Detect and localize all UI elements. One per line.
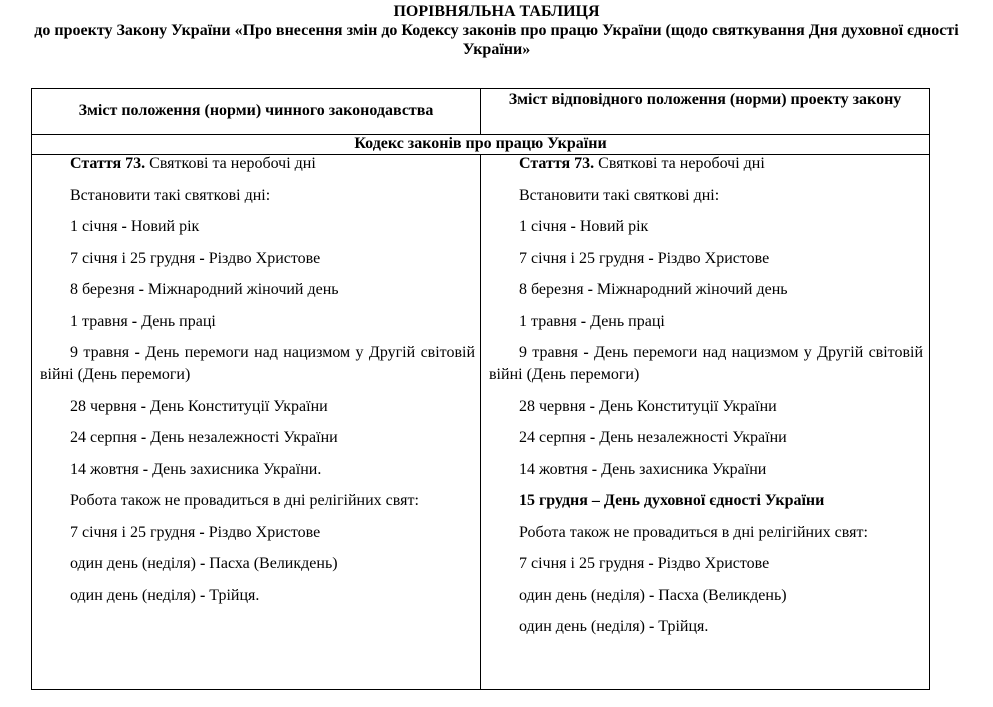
article-title: Святкові та неробочі дні bbox=[145, 155, 316, 172]
proposed-law-column bbox=[481, 155, 929, 689]
holiday-item: 24 серпня - День незалежності України bbox=[70, 429, 338, 446]
religious-holiday-item: один день (неділя) - Трійця. bbox=[519, 618, 709, 635]
holiday-item: 7 січня і 25 грудня - Різдво Христове bbox=[519, 249, 770, 267]
document-header bbox=[0, 2, 993, 59]
holiday-item: 9 травня - День перемоги над нацизмом у Другій світовій війні (День перемоги) bbox=[40, 344, 476, 383]
religious-holiday-item: один день (неділя) - Пасха (Великдень) bbox=[519, 586, 787, 604]
section-title: Кодекс законів про працю України bbox=[32, 134, 929, 155]
holiday-item: 28 червня - День Конституції України bbox=[519, 397, 777, 415]
current-law-column bbox=[32, 155, 481, 689]
holiday-item: 9 травня - День перемоги над нацизмом у Другій світовій війні (День перемоги) bbox=[489, 344, 924, 383]
article-heading bbox=[489, 153, 923, 175]
article-title: Святкові та неробочі дні bbox=[594, 155, 765, 172]
religious-holidays-intro: Робота також не провадиться в дні релігійних свят: bbox=[519, 523, 868, 541]
article-number: Стаття 73. bbox=[70, 155, 146, 172]
document-subtitle: до проекту Закону України «Про внесення змін до Кодексу законів про працю України (щодо святкування Дня духовної єдності України» bbox=[34, 22, 959, 58]
header-proposed-law: Зміст відповідного положення (норми) проекту закону bbox=[508, 91, 902, 108]
holiday-item: 14 жовтня - День захисника України bbox=[519, 460, 767, 478]
holiday-item: 1 січня - Новий рік bbox=[519, 218, 649, 235]
holidays-intro: Встановити такі святкові дні: bbox=[519, 186, 720, 204]
holiday-item: 8 березня - Міжнародний жіночий день bbox=[519, 281, 788, 298]
holiday-item: 7 січня і 25 грудня - Різдво Христове bbox=[70, 249, 321, 267]
religious-holiday-item: 7 січня і 25 грудня - Різдво Христове bbox=[70, 523, 321, 541]
article-number: Стаття 73. bbox=[519, 155, 595, 172]
table-header-row bbox=[32, 89, 929, 135]
religious-holiday-item: один день (неділя) - Трійця. bbox=[70, 586, 260, 604]
holiday-item: 8 березня - Міжнародний жіночий день bbox=[70, 281, 339, 298]
holiday-item: 24 серпня - День незалежності України bbox=[519, 429, 787, 446]
religious-holiday-item: 7 січня і 25 грудня - Різдво Христове bbox=[519, 555, 770, 572]
religious-holiday-item: один день (неділя) - Пасха (Великдень) bbox=[70, 555, 338, 572]
comparison-table bbox=[31, 88, 930, 690]
holiday-item: 14 жовтня - День захисника України. bbox=[70, 460, 322, 478]
holiday-item: 28 червня - День Конституції України bbox=[70, 397, 328, 415]
holidays-intro: Встановити такі святкові дні: bbox=[70, 186, 271, 204]
article-heading bbox=[40, 153, 475, 175]
holiday-item: 1 травня - День праці bbox=[70, 312, 216, 330]
holiday-item: 1 травня - День праці bbox=[519, 312, 665, 330]
header-current-law: Зміст положення (норми) чинного законодавства bbox=[32, 89, 481, 134]
religious-holidays-intro: Робота також не провадиться в дні релігійних свят: bbox=[70, 492, 419, 509]
document-title: ПОРІВНЯЛЬНА ТАБЛИЦЯ bbox=[393, 3, 600, 20]
holiday-item: 1 січня - Новий рік bbox=[70, 218, 200, 235]
new-holiday-item: 15 грудня – День духовної єдності України bbox=[519, 492, 825, 509]
